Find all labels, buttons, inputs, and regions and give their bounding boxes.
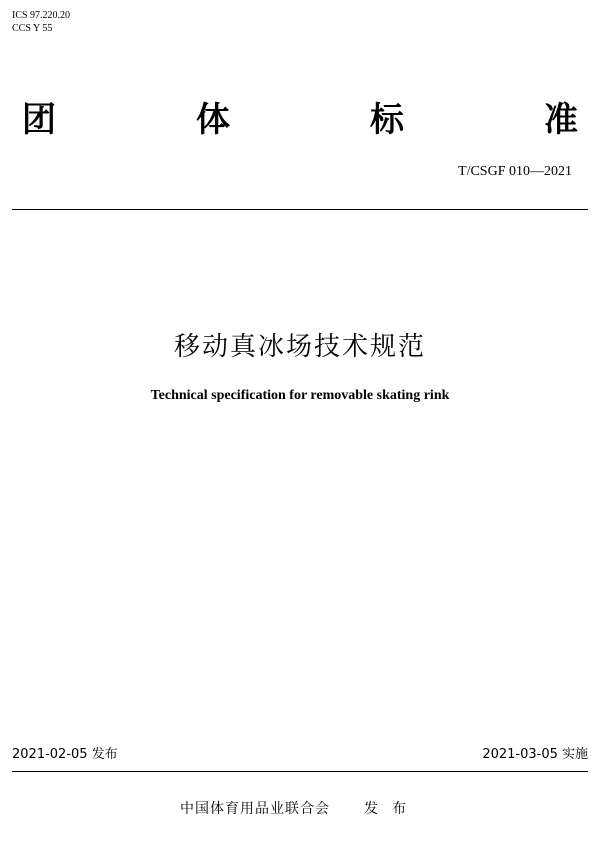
standard-type-heading	[22, 100, 578, 140]
issuing-organization: 中国体育用品业联合会	[180, 801, 330, 817]
heading-char-2: 体	[196, 100, 230, 140]
standard-number: T/CSGF 010—2021	[458, 164, 572, 179]
ics-code: ICS 97.220.20	[12, 10, 71, 21]
publish-date: 2021-02-05 发布	[12, 747, 118, 762]
top-divider	[12, 209, 588, 210]
issuer-line	[0, 800, 600, 818]
heading-char-1: 团	[22, 100, 56, 140]
chinese-title: 移动真冰场技术规范	[173, 332, 426, 362]
bottom-divider	[12, 771, 588, 772]
english-title: Technical specification for removable skating rink	[150, 388, 450, 403]
issue-action: 发布	[364, 801, 420, 817]
ccs-code: CCS Y 55	[12, 23, 53, 34]
classification-codes	[12, 9, 70, 35]
heading-char-3: 标	[370, 100, 404, 140]
heading-char-4: 准	[544, 100, 578, 140]
implement-date: 2021-03-05 实施	[482, 747, 588, 762]
